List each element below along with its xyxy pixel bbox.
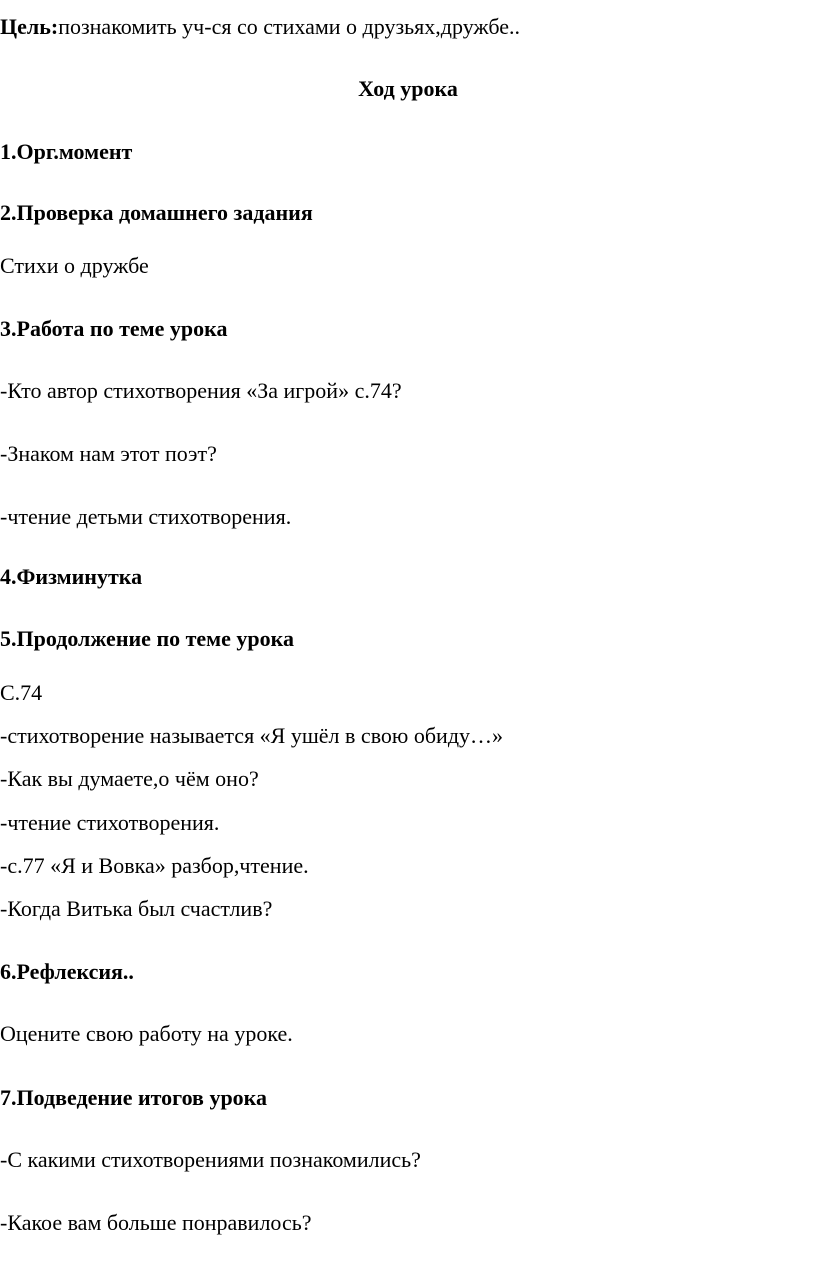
continuation-line: С.74 [0,680,43,705]
summary-line: -С какими стихотворениями познакомились? [0,1147,421,1172]
lesson-work-line: -Знаком нам этот поэт? [0,441,217,466]
continuation-line: -стихотворение называется «Я ушёл в свою обиду…» [0,723,504,748]
lesson-work-line: -Кто автор стихотворения «За игрой» с.74? [0,378,402,403]
continuation-line: -с.77 «Я и Вовка» разбор,чтение. [0,853,309,878]
continuation-line: -Когда Витька был счастлив? [0,896,273,921]
goal-label: Цель: [0,14,59,39]
section-lesson-work: 3.Работа по теме урока [0,316,228,341]
section-continuation: 5.Продолжение по теме урока [0,626,295,651]
goal-text: познакомить уч-ся со стихами о друзьях,дружбе.. [58,14,520,39]
section-org-moment: 1.Орг.момент [0,139,133,164]
goal-line [0,16,520,38]
homework-text: Стихи о дружбе [0,253,149,278]
section-fizminutka: 4.Физминутка [0,564,143,589]
section-reflection: 6.Рефлексия.. [0,959,134,984]
reflection-text: Оцените свою работу на уроке. [0,1021,293,1046]
lesson-work-line: -чтение детьми стихотворения. [0,504,292,529]
continuation-line: -Как вы думаете,о чём оно? [0,766,259,791]
continuation-line: -чтение стихотворения. [0,810,220,835]
lesson-title: Ход урока [358,76,458,101]
summary-line: -Какое вам больше понравилось? [0,1210,312,1235]
section-homework-check: 2.Проверка домашнего задания [0,200,313,225]
section-summary: 7.Подведение итогов урока [0,1085,268,1110]
